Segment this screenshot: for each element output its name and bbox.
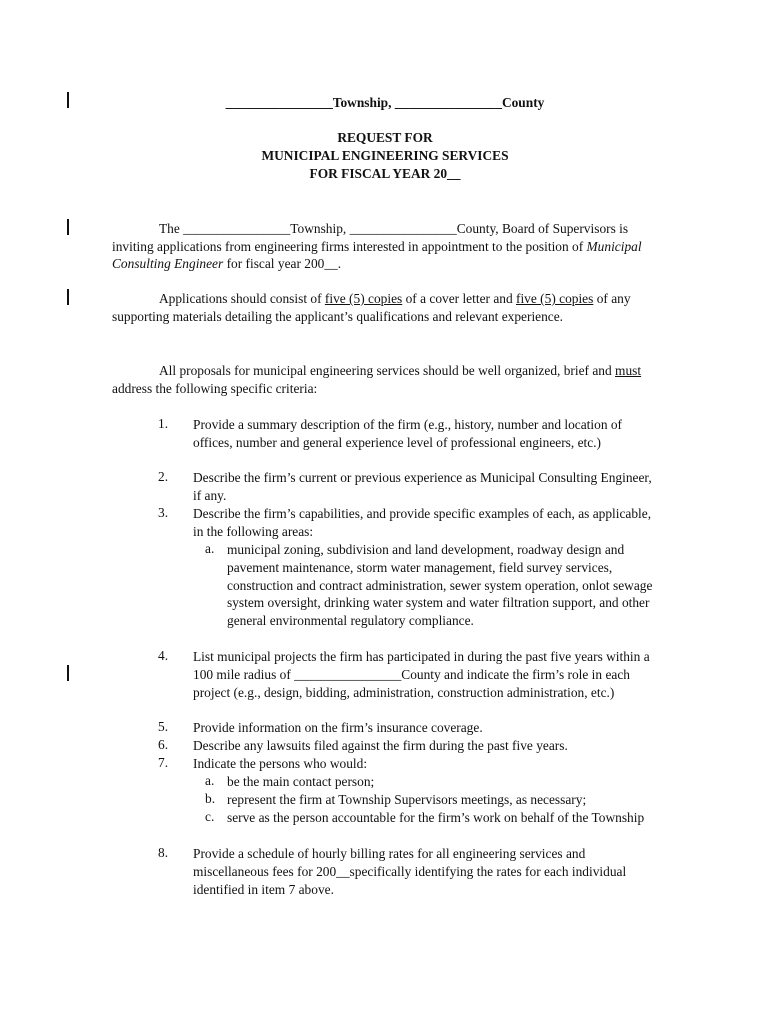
township-label: Township,	[332, 95, 395, 110]
criteria-paragraph: All proposals for municipal engineering services should be well organized, brief and must address the following specific criteria:	[112, 363, 642, 396]
list-item: Provide a schedule of hourly billing rates for all engineering services and miscellaneous fees for 200__specifically identifying the rates for each individual identified in item 7 above.	[193, 846, 627, 897]
sub-list-letter: a.	[205, 773, 215, 788]
list-item: Provide information on the firm’s insurance coverage.	[193, 720, 483, 735]
list-item: Provide a summary description of the firm (e.g., history, number and location of offices, number and general experience level of professional engineers, etc.)	[193, 417, 623, 450]
sub-list-letter: b.	[205, 791, 216, 806]
list-number: 1.	[158, 416, 169, 431]
intro-paragraph: The ________________Township, ________________County, Board of Supervisors is inviting applications from engineering firms interested in appointment to the position of Municipal Consulting Engineer for fiscal year 200__.	[112, 221, 642, 272]
county-label: County	[501, 95, 545, 110]
list-item: Describe the firm’s capabilities, and provide specific examples of each, as applicable, in the following areas:	[193, 506, 652, 539]
change-bar	[67, 289, 69, 305]
sub-list-letter: c.	[205, 809, 215, 824]
list-number: 8.	[158, 845, 169, 860]
sub-list-item: municipal zoning, subdivision and land development, roadway design and pavement maintenance, storm water management, field survey services, construction and contract administration, sewer system operation, onlot sewage system oversight, drinking water system and water filtration support, and other general environmental regulatory compliance.	[227, 542, 653, 629]
title-line-3: FOR FISCAL YEAR 20__	[309, 166, 461, 181]
sub-list-letter: a.	[205, 541, 215, 556]
list-item: Describe the firm’s current or previous experience as Municipal Consulting Engineer, if any.	[193, 470, 652, 503]
title-line-2: MUNICIPAL ENGINEERING SERVICES	[261, 148, 509, 163]
change-bar	[67, 219, 69, 235]
township-blank: ________________	[225, 95, 333, 110]
copies-emphasis: five (5) copies	[324, 291, 403, 306]
applications-paragraph: Applications should consist of five (5) copies of a cover letter and five (5) copies of any supporting materials detailing the applicant’s qualifications and relevant experience.	[112, 291, 631, 324]
title-line-1: REQUEST FOR	[337, 130, 433, 145]
list-number: 5.	[158, 719, 169, 734]
must-emphasis: must	[615, 363, 642, 378]
list-number: 6.	[158, 737, 169, 752]
list-item: Indicate the persons who would:	[193, 756, 368, 771]
sub-list-item: represent the firm at Township Supervisors meetings, as necessary;	[227, 792, 587, 807]
sub-list-item: serve as the person accountable for the firm’s work on behalf of the Township	[227, 810, 645, 825]
list-item: Describe any lawsuits filed against the firm during the past five years.	[193, 738, 568, 753]
list-number: 4.	[158, 648, 169, 663]
township-county-header	[0, 95, 770, 111]
list-number: 7.	[158, 755, 169, 770]
list-item: List municipal projects the firm has participated in during the past five years within a 100 mile radius of ________________County and indicate the firm’s role in each project (e.g., design, bidding, administration, construction administration, etc.)	[193, 649, 650, 700]
list-number: 3.	[158, 505, 169, 520]
list-number: 2.	[158, 469, 169, 484]
change-bar	[67, 665, 69, 681]
county-blank: ________________	[394, 95, 502, 110]
copies-emphasis: five (5) copies	[516, 291, 594, 306]
sub-list-item: be the main contact person;	[227, 774, 375, 789]
position-title: Municipal Consulting Engineer	[112, 238, 642, 272]
